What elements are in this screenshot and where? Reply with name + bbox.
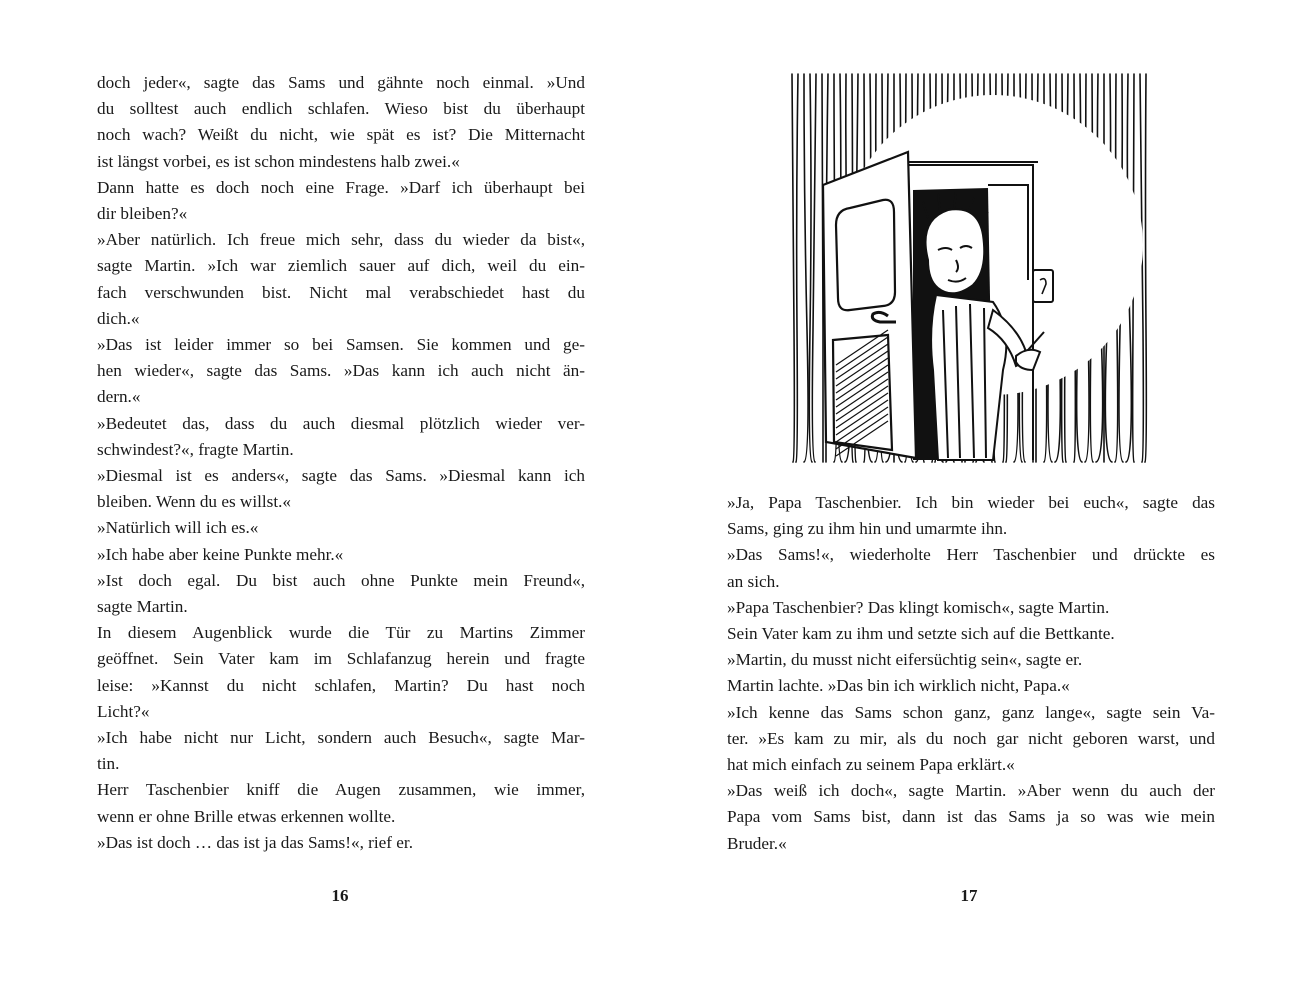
text-line: »Ich habe nicht nur Licht, sondern auch Besuch«, sagte Mar-: [97, 728, 585, 748]
text-line: leise: »Kannst du nicht schlafen, Martin? Du hast noch: [97, 675, 585, 695]
text-line: ist längst vorbei, es ist schon mindestens halb zwei.«: [97, 151, 460, 171]
text-line: schwindest?«, fragte Martin.: [97, 439, 294, 459]
text-line: Bruder.«: [727, 833, 787, 853]
left-page-text: [97, 70, 585, 856]
text-line: bleiben. Wenn du es willst.«: [97, 492, 292, 512]
text-line: »Aber natürlich. Ich freue mich sehr, dass du wieder da bist«,: [97, 230, 585, 250]
light-switch-icon: [1033, 270, 1053, 302]
right-page-text: [727, 490, 1215, 857]
right-page: [656, 0, 1312, 1000]
text-line: »Martin, du musst nicht eifersüchtig sein«, sagte er.: [727, 650, 1083, 670]
text-line: Sein Vater kam zu ihm und setzte sich auf die Bettkante.: [727, 624, 1115, 644]
text-line: »Ich habe aber keine Punkte mehr.«: [97, 544, 344, 564]
text-line: hen wieder«, sagte das Sams. »Das kann ich auch nicht än-: [97, 361, 585, 381]
text-line: ter. »Es kam zu mir, als du noch gar nicht geboren warst, und: [727, 728, 1215, 748]
text-line: dich.«: [97, 308, 140, 328]
text-line: doch jeder«, sagte das Sams und gähnte noch einmal. »Und: [97, 73, 585, 92]
text-line: dern.«: [97, 387, 141, 407]
text-line: »Das ist doch … das ist ja das Sams!«, rief er.: [97, 832, 414, 852]
text-line: Sams, ging zu ihm hin und umarmte ihn.: [727, 519, 1008, 539]
text-line: »Ist doch egal. Du bist auch ohne Punkte mein Freund«,: [97, 570, 585, 590]
text-line: Licht?«: [97, 701, 150, 721]
text-line: hat mich einfach zu seinem Papa erklärt.«: [727, 755, 1015, 775]
text-line: »Das ist leider immer so bei Samsen. Sie kommen und ge-: [97, 335, 585, 355]
text-line: In diesem Augenblick wurde die Tür zu Martins Zimmer: [97, 623, 585, 643]
right-page-number: 17: [960, 886, 978, 905]
text-line: »Bedeutet das, dass du auch diesmal plötzlich wieder ver-: [97, 413, 585, 433]
text-line: fach verschwunden bist. Nicht mal verabschiedet hast du: [97, 282, 585, 302]
text-line: Martin lachte. »Das bin ich wirklich nicht, Papa.«: [727, 676, 1070, 696]
text-line: »Das weiß ich doch«, sagte Martin. »Aber wenn du auch der: [727, 781, 1215, 801]
text-line: dir bleiben?«: [97, 204, 188, 224]
text-line: Papa vom Sams bist, dann ist das Sams ja so was wie mein: [727, 807, 1215, 827]
text-line: Dann hatte es doch noch eine Frage. »Darf ich überhaupt bei: [97, 177, 585, 197]
text-line: geöffnet. Sein Vater kam im Schlafanzug herein und fragte: [97, 649, 585, 669]
text-line: sagte Martin. »Ich war ziemlich sauer auf dich, weil du ein-: [97, 256, 585, 276]
text-line: »Papa Taschenbier? Das klingt komisch«, sagte Martin.: [727, 597, 1110, 617]
text-line: »Ich kenne das Sams schon ganz, ganz lange«, sagte sein Va-: [727, 702, 1215, 722]
text-line: Herr Taschenbier kniff die Augen zusammen, wie immer,: [97, 780, 585, 800]
text-line: »Natürlich will ich es.«: [97, 518, 259, 538]
text-line: »Ja, Papa Taschenbier. Ich bin wieder bei euch«, sagte das: [727, 493, 1215, 512]
text-line: sagte Martin.: [97, 597, 188, 617]
illustration-image: [788, 70, 1153, 465]
text-line: »Das Sams!«, wiederholte Herr Taschenbier und drückte es: [727, 545, 1215, 565]
left-page-number: 16: [331, 886, 349, 905]
text-line: wenn er ohne Brille etwas erkennen wollte.: [97, 806, 396, 826]
text-line: du solltest auch endlich schlafen. Wieso bist du überhaupt: [97, 99, 585, 119]
text-line: »Diesmal ist es anders«, sagte das Sams. »Diesmal kann ich: [97, 466, 585, 486]
text-line: an sich.: [727, 571, 780, 591]
text-line: tin.: [97, 754, 120, 774]
text-line: noch wach? Weißt du nicht, wie spät es ist? Die Mitternacht: [97, 125, 585, 145]
